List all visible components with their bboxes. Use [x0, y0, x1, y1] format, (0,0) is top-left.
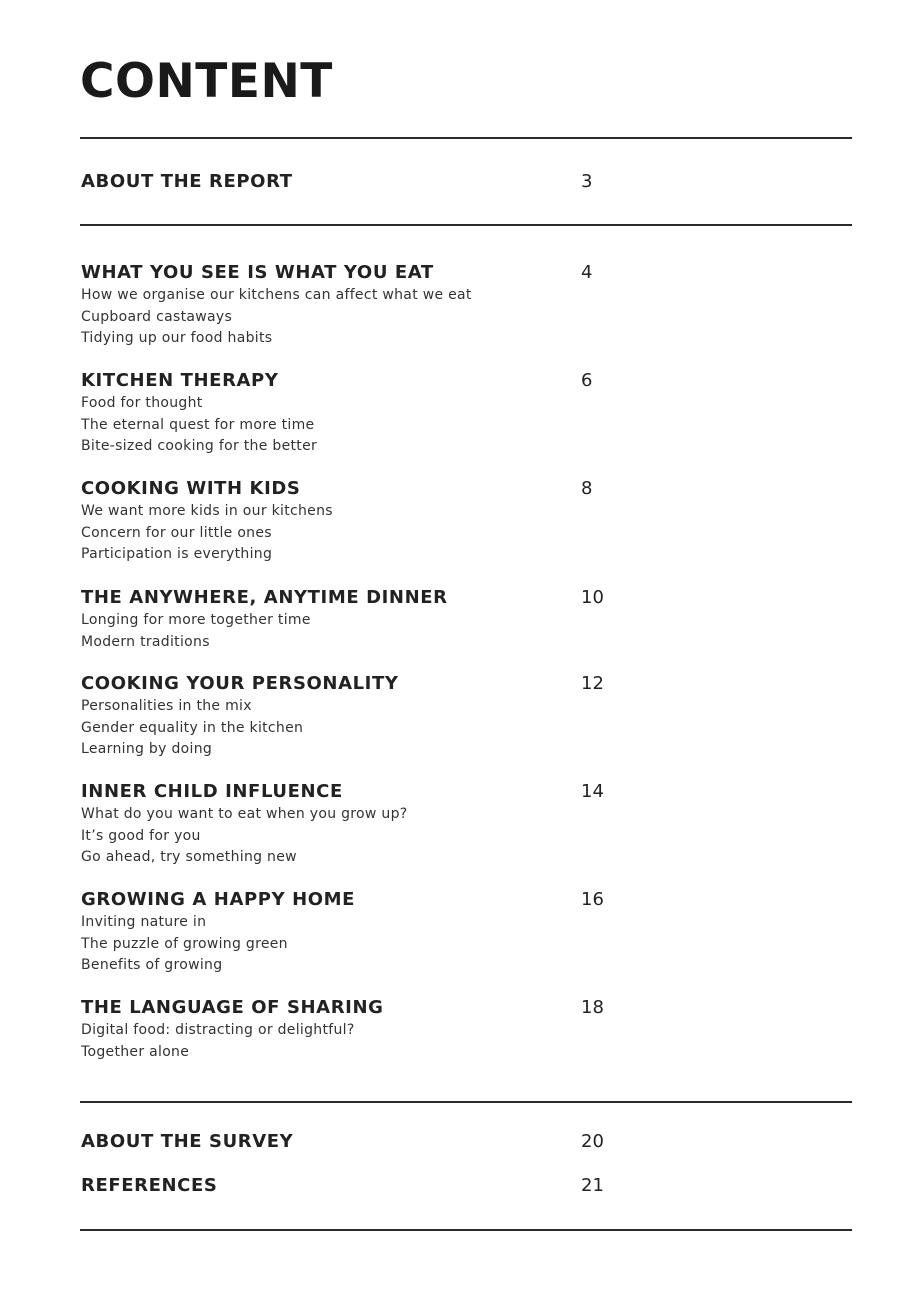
- toc-subsection: Benefits of growing: [81, 957, 223, 974]
- toc-subsection: Gender equality in the kitchen: [81, 719, 304, 736]
- toc-subsection-list: [81, 696, 303, 761]
- toc-subsection: Go ahead, try something new: [81, 849, 297, 866]
- toc-section-title[interactable]: THE ANYWHERE, ANYTIME DINNER: [81, 587, 448, 608]
- toc-entry-title[interactable]: ABOUT THE SURVEY: [81, 1131, 294, 1152]
- toc-entry-page: 3: [581, 171, 593, 192]
- toc-subsection-list: [81, 501, 333, 566]
- toc-section-page: 14: [581, 781, 604, 802]
- divider: [80, 1229, 852, 1231]
- toc-section-title[interactable]: THE LANGUAGE OF SHARING: [81, 997, 384, 1018]
- toc-section-title[interactable]: COOKING YOUR PERSONALITY: [81, 673, 399, 694]
- toc-entry-title[interactable]: ABOUT THE REPORT: [81, 171, 293, 192]
- toc-subsection: Bite-sized cooking for the better: [81, 438, 318, 455]
- toc-section-page: 8: [581, 478, 593, 499]
- toc-subsection: Inviting nature in: [81, 914, 207, 930]
- toc-subsection: Concern for our little ones: [81, 524, 272, 541]
- toc-section-page: 6: [581, 370, 593, 391]
- toc-subsection-list: [81, 393, 317, 458]
- toc-subsection: Tidying up our food habits: [81, 330, 273, 347]
- toc-section-title[interactable]: COOKING WITH KIDS: [81, 478, 301, 499]
- toc-subsection: Longing for more together time: [81, 612, 311, 628]
- toc-subsection: Modern traditions: [81, 633, 210, 650]
- toc-section-title[interactable]: WHAT YOU SEE IS WHAT YOU EAT: [81, 262, 434, 283]
- toc-subsection: Together alone: [81, 1043, 190, 1060]
- toc-section-page: 18: [581, 997, 604, 1018]
- toc-subsection: Personalities in the mix: [81, 698, 252, 714]
- toc-entry-page: 21: [581, 1175, 604, 1196]
- toc-section-page: 12: [581, 673, 604, 694]
- toc-subsection: Learning by doing: [81, 741, 213, 758]
- toc-entry-page: 20: [581, 1131, 604, 1152]
- toc-section-page: 4: [581, 262, 593, 283]
- page-title: CONTENT: [80, 54, 333, 109]
- toc-subsection-list: [81, 1020, 355, 1063]
- toc-entry-title[interactable]: REFERENCES: [81, 1175, 218, 1196]
- toc-section-title[interactable]: KITCHEN THERAPY: [81, 370, 279, 391]
- toc-subsection: The eternal quest for more time: [81, 416, 315, 433]
- toc-subsection-list: [81, 285, 472, 350]
- toc-subsection-list: [81, 610, 311, 653]
- toc-subsection: We want more kids in our kitchens: [81, 503, 333, 519]
- toc-subsection-list: [81, 912, 288, 977]
- divider: [80, 224, 852, 226]
- toc-section-page: 10: [581, 587, 604, 608]
- divider: [80, 1101, 852, 1103]
- toc-subsection: Food for thought: [81, 395, 203, 411]
- toc-subsection: What do you want to eat when you grow up?: [81, 806, 408, 822]
- toc-section-title[interactable]: INNER CHILD INFLUENCE: [81, 781, 343, 802]
- divider: [80, 137, 852, 139]
- toc-subsection: Digital food: distracting or delightful?: [81, 1022, 355, 1038]
- toc-section-title[interactable]: GROWING A HAPPY HOME: [81, 889, 356, 910]
- toc-subsection: Participation is everything: [81, 546, 273, 563]
- toc-subsection: How we organise our kitchens can affect what we eat: [81, 287, 472, 303]
- toc-subsection: The puzzle of growing green: [81, 935, 288, 952]
- toc-subsection: It’s good for you: [81, 827, 201, 844]
- toc-section-page: 16: [581, 889, 604, 910]
- toc-subsection-list: [81, 804, 408, 869]
- toc-subsection: Cupboard castaways: [81, 308, 233, 325]
